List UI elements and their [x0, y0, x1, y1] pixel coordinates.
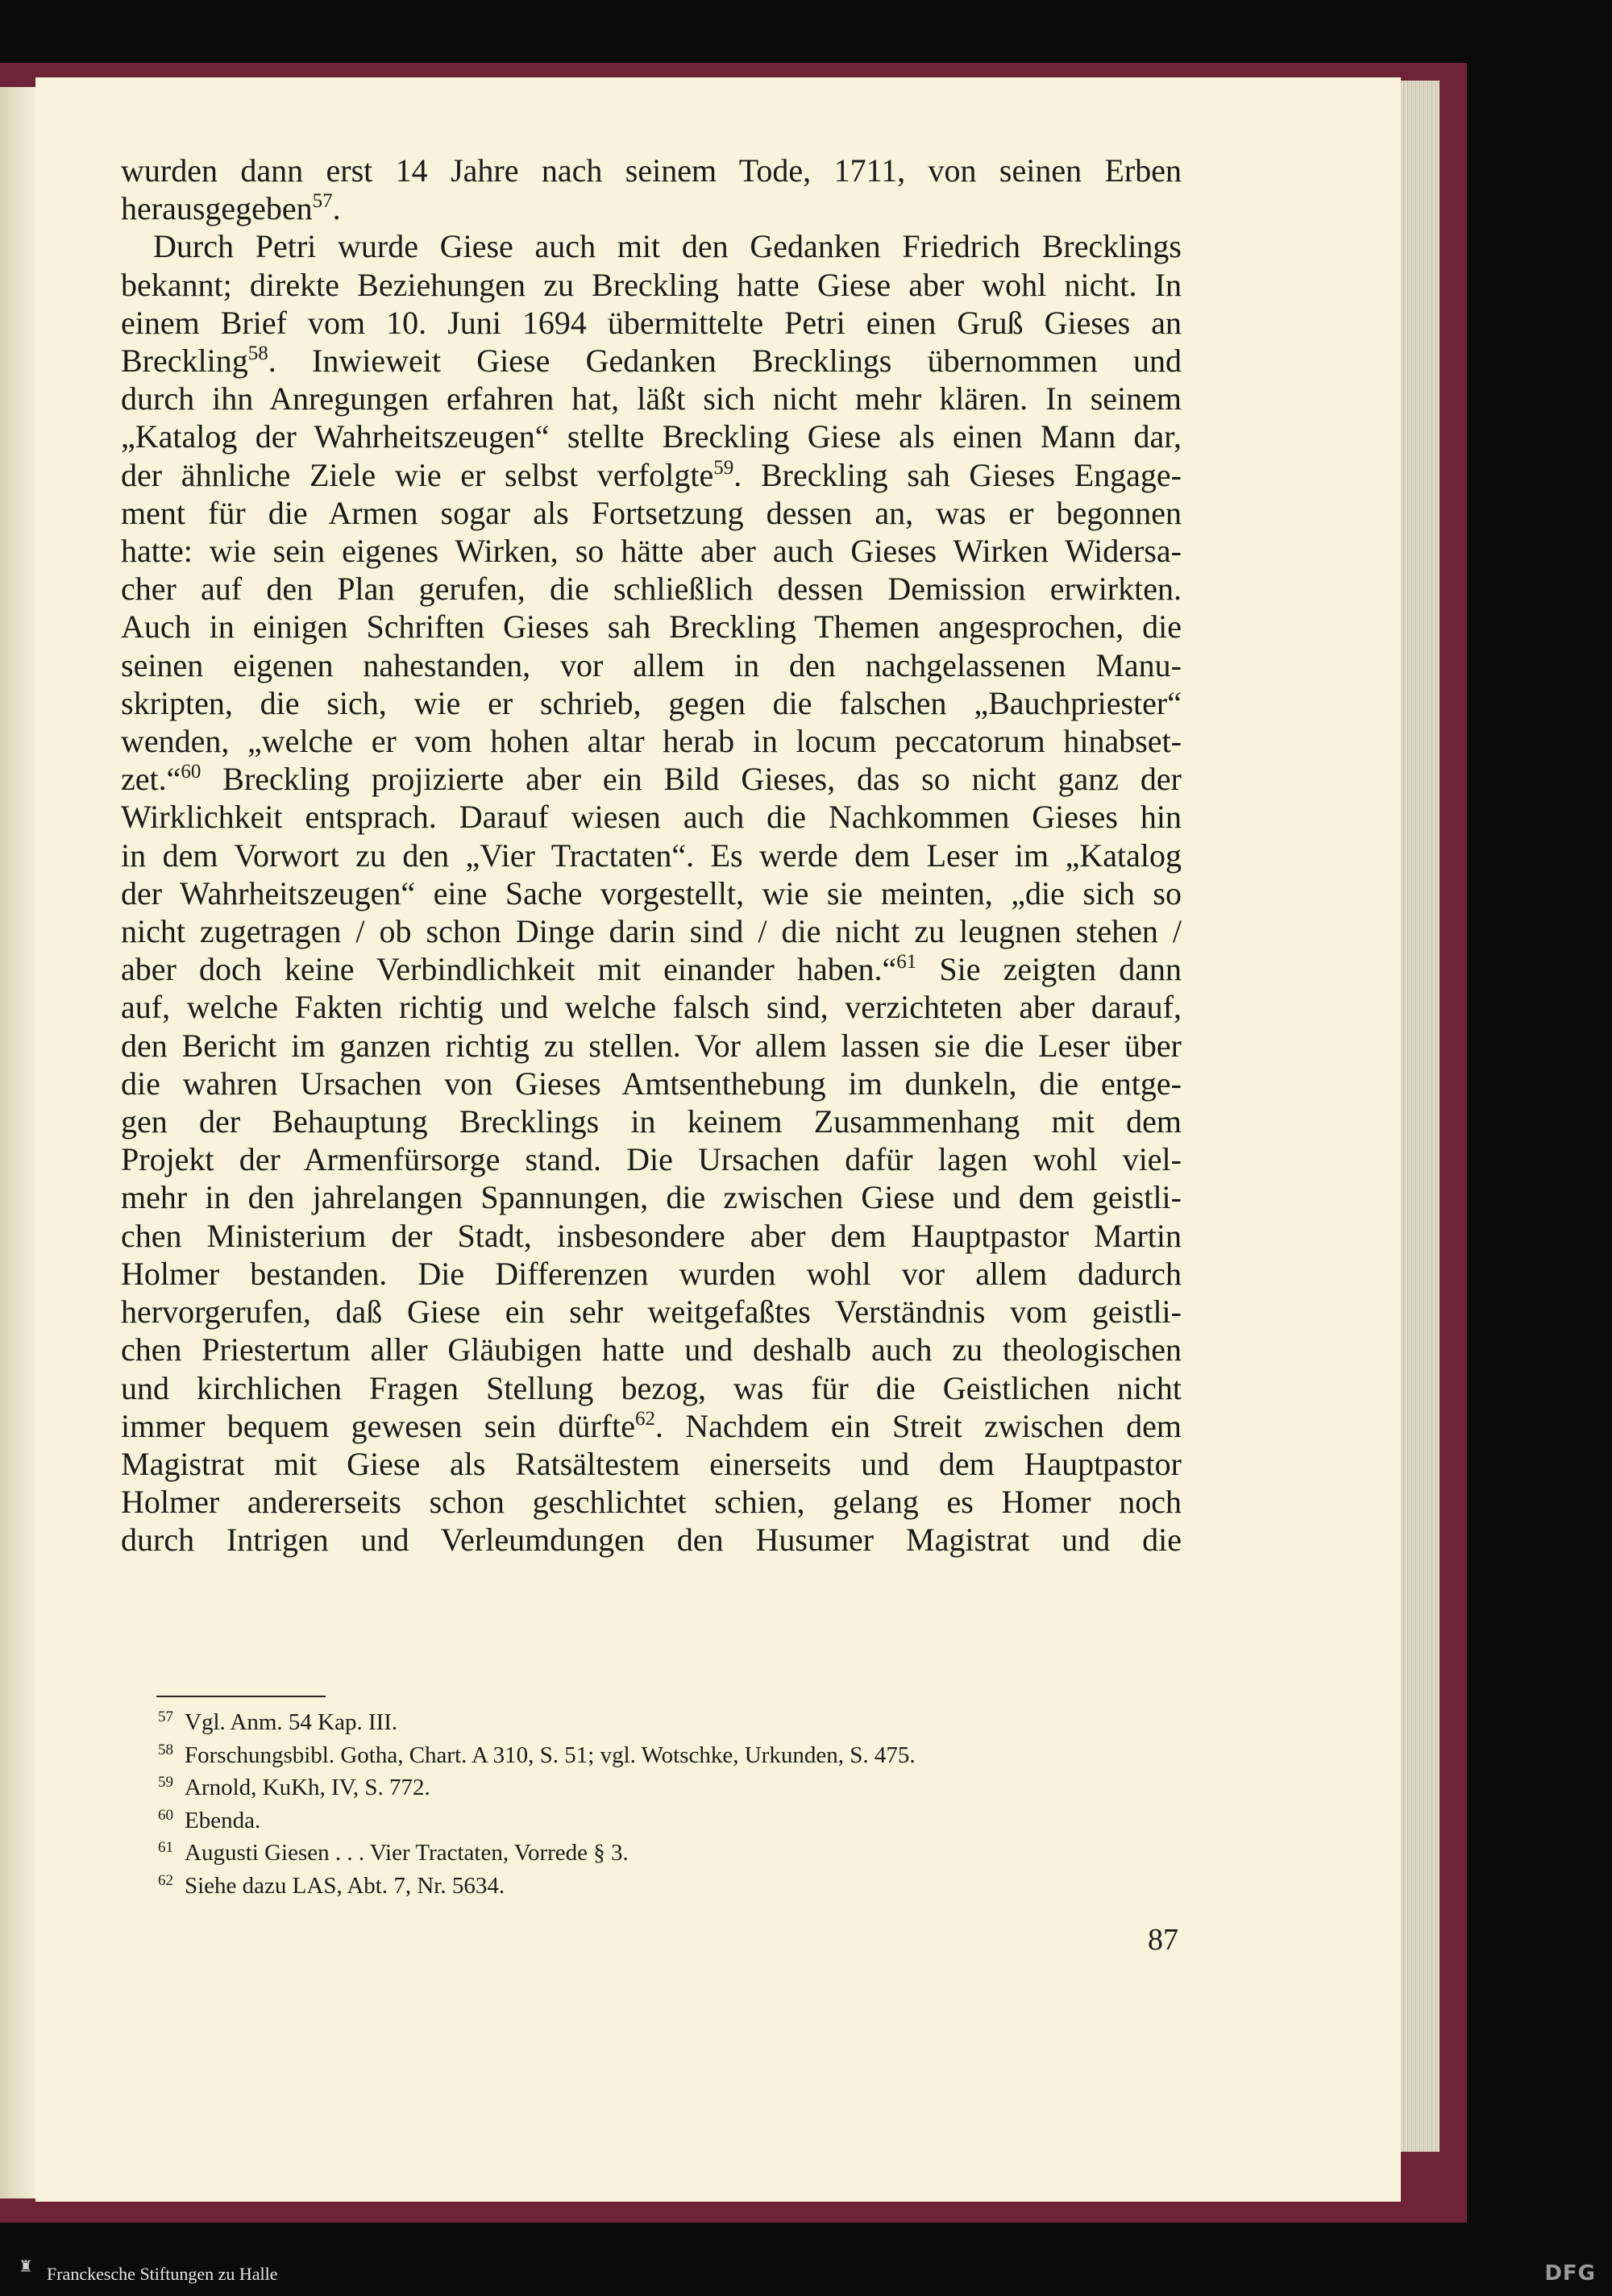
text-line: Breckling$^{58}$. Inwieweit Giese Gedanken Brecklings übernommen und [121, 343, 1182, 380]
text-line: herausgegeben$^{57}$. [121, 190, 341, 227]
footnote-text: Ebenda. [185, 1807, 261, 1833]
text-line: immer bequem gewesen sein dürfte$^{62}$. Nachdem ein Streit zwischen dem [121, 1407, 1182, 1444]
text-line: wurden dann erst 14 Jahre nach seinem Tode, 1711, von seinen Erben [121, 152, 1182, 189]
text-line: ment für die Armen sogar als Fortsetzung dessen an, was er begonnen [121, 494, 1182, 531]
text-line: Wirklichkeit entsprach. Darauf wiesen auch die Nachkommen Gieses hin [121, 799, 1182, 836]
footnote-text: Forschungsbibl. Gotha, Chart. A 310, S. 51; vgl. Wotschke, Urkunden, S. 475. [185, 1742, 916, 1768]
text-line: skripten, die sich, wie er schrieb, gegen die falschen „Bauchpriester“ [121, 684, 1182, 721]
footnote-text: Arnold, KuKh, IV, S. 772. [185, 1775, 430, 1800]
page-block-edges [1401, 81, 1440, 2152]
footnote-ref: 57 [312, 190, 333, 213]
text-line: aber doch keine Verbindlichkeit mit einander haben.“$^{61}$ Sie zeigten dann [121, 951, 1182, 988]
text-line: mehr in den jahrelangen Spannungen, die zwischen Giese und dem geistli- [121, 1179, 1182, 1216]
footnote-number: 62 [158, 1871, 173, 1889]
text-line: Durch Petri wurde Giese auch mit den Gedanken Friedrich Brecklings [153, 228, 1182, 265]
text-line: der ähnliche Ziele wie er selbst verfolgte$^{59}$. Breckling sah Gieses Engage- [121, 456, 1182, 493]
footnotes [158, 1704, 1157, 1899]
footnote [158, 1737, 1157, 1770]
text-line: in dem Vorwort zu den „Vier Tractaten“. Es werde dem Leser im „Katalog [121, 837, 1182, 874]
footnote-text: Vgl. Anm. 54 Kap. III. [185, 1709, 398, 1735]
text-line: nicht zugetragen / ob schon Dinge darin sind / die nicht zu leugnen stehen / [121, 913, 1182, 950]
footnote-number: 59 [158, 1774, 173, 1791]
footnote-number: 57 [158, 1709, 173, 1725]
text-line: cher auf den Plan gerufen, die schließlich dessen Demission erwirkten. [121, 571, 1182, 608]
text-line: hervorgerufen, daß Giese ein sehr weitgefaßtes Verständnis vom geistli- [121, 1293, 1182, 1331]
footnote [158, 1769, 1157, 1802]
footnote-ref: 62 [634, 1407, 655, 1430]
footnote-ref: 58 [247, 343, 268, 365]
francke-emblem-icon: ♜ [19, 2257, 33, 2276]
footnote-divider [156, 1696, 326, 1697]
text-line: Auch in einigen Schriften Gieses sah Breckling Themen angesprochen, die [121, 608, 1182, 646]
text-line: chen Priestertum aller Gläubigen hatte und deshalb auch zu theologischen [121, 1331, 1182, 1368]
footnote-number: 58 [158, 1741, 173, 1758]
text-line: Holmer bestanden. Die Differenzen wurden wohl vor allem dadurch [121, 1255, 1182, 1292]
institution-label: Franckesche Stiftungen zu Halle [47, 2264, 278, 2284]
text-line: zet.“$^{60}$ Breckling projizierte aber ein Bild Gieses, das so nicht ganz der [121, 761, 1182, 798]
text-line: Projekt der Armenfürsorge stand. Die Ursachen dafür lagen wohl viel- [121, 1141, 1182, 1178]
left-page-edge [0, 87, 35, 2198]
footnote-ref: 59 [713, 456, 734, 479]
text-line: Holmer andererseits schon geschlichtet schien, gelang es Homer noch [121, 1484, 1182, 1521]
text-line: chen Ministerium der Stadt, insbesondere aber dem Hauptpastor Martin [121, 1217, 1182, 1254]
footnote [158, 1802, 1157, 1835]
footnote-text: Augusti Giesen . . . Vier Tractaten, Vorrede § 3. [185, 1840, 629, 1866]
text-line: „Katalog der Wahrheitszeugen“ stellte Breckling Giese als einen Mann dar, [121, 418, 1182, 455]
footnote [158, 1867, 1157, 1900]
text-line: der Wahrheitszeugen“ eine Sache vorgestellt, wie sie meinten, „die sich so [121, 874, 1182, 911]
text-line: Magistrat mit Giese als Ratsältestem einerseits und dem Hauptpastor [121, 1445, 1182, 1482]
text-line: gen der Behauptung Brecklings in keinem Zusammenhang mit dem [121, 1103, 1182, 1140]
footnote-ref: 61 [896, 951, 917, 974]
text-line: durch Intrigen und Verleumdungen den Husumer Magistrat und die [121, 1522, 1182, 1559]
text-line: den Bericht im ganzen richtig zu stellen. Vor allem lassen sie die Leser über [121, 1027, 1182, 1064]
text-line: durch ihn Anregungen erfahren hat, läßt sich nicht mehr klären. In seinem [121, 380, 1182, 417]
footnote-number: 60 [158, 1806, 173, 1824]
page-number: 87 [1148, 1923, 1178, 1957]
footnote [158, 1704, 1157, 1737]
footnote-ref: 60 [181, 761, 202, 783]
text-line: auf, welche Fakten richtig und welche falsch sind, verzichteten aber darauf, [121, 989, 1182, 1026]
text-line: einem Brief vom 10. Juni 1694 übermittelte Petri einen Gruß Gieses an [121, 304, 1182, 341]
text-line: wenden, „welche er vom hohen altar herab in locum peccatorum hinabset- [121, 723, 1182, 760]
text-line: und kirchlichen Fragen Stellung bezog, was für die Geistlichen nicht [121, 1369, 1182, 1406]
text-line: bekannt; direkte Beziehungen zu Breckling hatte Giese aber wohl nicht. In [121, 266, 1182, 303]
text-line: seinen eigenen nahestanden, vor allem in den nachgelassenen Manu- [121, 646, 1182, 683]
text-line: die wahren Ursachen von Gieses Amtsenthebung im dunkeln, die entge- [121, 1065, 1182, 1102]
footnote-text: Siehe dazu LAS, Abt. 7, Nr. 5634. [185, 1872, 505, 1899]
footnote [158, 1834, 1157, 1867]
main-text [121, 152, 1182, 1559]
dfg-logo: DFG [1544, 2261, 1596, 2286]
footnote-number: 61 [158, 1839, 173, 1856]
text-line: hatte: wie sein eigenes Wirken, so hätte aber auch Gieses Wirken Widersa- [121, 533, 1182, 570]
